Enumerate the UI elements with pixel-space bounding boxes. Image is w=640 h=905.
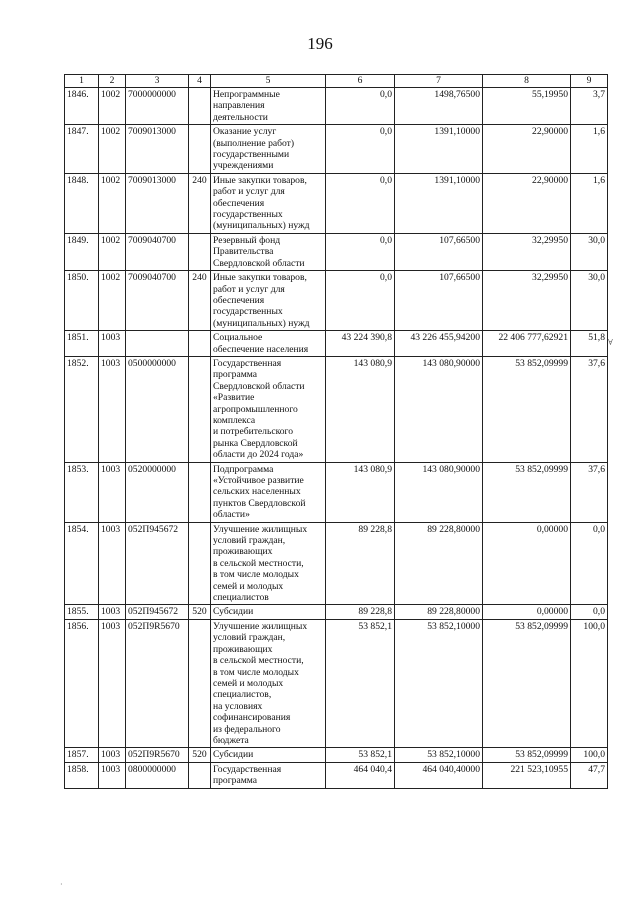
cell-row-number: 1858. bbox=[65, 762, 99, 788]
cell-expense-type bbox=[189, 762, 211, 788]
cell-percent: 1,6 bbox=[571, 173, 608, 233]
cell-target-code: 7009040700 bbox=[126, 233, 189, 270]
cell-executed-amount: 221 523,10955 bbox=[483, 762, 571, 788]
cell-name: Субсидии bbox=[211, 748, 326, 762]
cell-section-code: 1002 bbox=[99, 271, 126, 331]
table-row bbox=[65, 271, 608, 331]
cell-planned-amount: 107,66500 bbox=[395, 271, 483, 331]
cell-approved-amount: 53 852,1 bbox=[326, 619, 395, 747]
header-cell-6: 6 bbox=[326, 75, 395, 88]
table-row bbox=[65, 173, 608, 233]
cell-section-code: 1002 bbox=[99, 125, 126, 174]
cell-row-number: 1852. bbox=[65, 356, 99, 462]
cell-executed-amount: 0,00000 bbox=[483, 522, 571, 605]
header-cell-2: 2 bbox=[99, 75, 126, 88]
cell-percent: 37,6 bbox=[571, 462, 608, 522]
cell-name: Иные закупки товаров, работ и услуг для обеспечения государственных (муниципальных) нужд bbox=[211, 173, 326, 233]
cell-percent: 3,7 bbox=[571, 88, 608, 125]
cell-executed-amount: 32,29950 bbox=[483, 233, 571, 270]
cell-row-number: 1853. bbox=[65, 462, 99, 522]
cell-section-code: 1003 bbox=[99, 605, 126, 619]
cell-target-code: 7009013000 bbox=[126, 125, 189, 174]
cell-target-code: 7000000000 bbox=[126, 88, 189, 125]
cell-executed-amount: 53 852,09999 bbox=[483, 748, 571, 762]
cell-approved-amount: 0,0 bbox=[326, 88, 395, 125]
margin-mark: ∀ bbox=[608, 338, 613, 347]
table-row bbox=[65, 88, 608, 125]
cell-percent: 47,7 bbox=[571, 762, 608, 788]
cell-planned-amount: 464 040,40000 bbox=[395, 762, 483, 788]
cell-target-code: 052П9R5670 bbox=[126, 619, 189, 747]
cell-row-number: 1856. bbox=[65, 619, 99, 747]
cell-planned-amount: 1391,10000 bbox=[395, 173, 483, 233]
cell-target-code: 0520000000 bbox=[126, 462, 189, 522]
cell-name: Государственная программа Свердловской области «Развитие агропромышленного комплекса и потребительского рынка Свердловской области до 2024 года» bbox=[211, 356, 326, 462]
cell-target-code: 052П945672 bbox=[126, 605, 189, 619]
table-row bbox=[65, 125, 608, 174]
cell-target-code bbox=[126, 331, 189, 357]
cell-percent: 0,0 bbox=[571, 605, 608, 619]
cell-planned-amount: 53 852,10000 bbox=[395, 619, 483, 747]
cell-approved-amount: 0,0 bbox=[326, 233, 395, 270]
cell-row-number: 1855. bbox=[65, 605, 99, 619]
cell-section-code: 1003 bbox=[99, 331, 126, 357]
table-row bbox=[65, 356, 608, 462]
cell-percent: 51,8 bbox=[571, 331, 608, 357]
cell-percent: 30,0 bbox=[571, 233, 608, 270]
cell-executed-amount: 53 852,09999 bbox=[483, 356, 571, 462]
cell-expense-type: 520 bbox=[189, 748, 211, 762]
cell-approved-amount: 464 040,4 bbox=[326, 762, 395, 788]
cell-name: Оказание услуг (выполнение работ) государственными учреждениями bbox=[211, 125, 326, 174]
cell-planned-amount: 107,66500 bbox=[395, 233, 483, 270]
header-cell-4: 4 bbox=[189, 75, 211, 88]
cell-expense-type bbox=[189, 356, 211, 462]
cell-executed-amount: 53 852,09999 bbox=[483, 619, 571, 747]
cell-target-code: 7009013000 bbox=[126, 173, 189, 233]
cell-planned-amount: 43 226 455,94200 bbox=[395, 331, 483, 357]
cell-row-number: 1854. bbox=[65, 522, 99, 605]
cell-target-code: 0800000000 bbox=[126, 762, 189, 788]
cell-planned-amount: 89 228,80000 bbox=[395, 522, 483, 605]
cell-section-code: 1003 bbox=[99, 762, 126, 788]
budget-table bbox=[64, 74, 608, 789]
cell-percent: 100,0 bbox=[571, 619, 608, 747]
cell-executed-amount: 32,29950 bbox=[483, 271, 571, 331]
cell-row-number: 1850. bbox=[65, 271, 99, 331]
cell-name: Непрограммные направления деятельности bbox=[211, 88, 326, 125]
cell-planned-amount: 89 228,80000 bbox=[395, 605, 483, 619]
cell-section-code: 1003 bbox=[99, 522, 126, 605]
cell-executed-amount: 22,90000 bbox=[483, 125, 571, 174]
cell-name: Социальное обеспечение населения bbox=[211, 331, 326, 357]
cell-expense-type bbox=[189, 522, 211, 605]
cell-name: Улучшение жилищных условий граждан, проживающих в сельской местности, в том числе молодых семей и молодых специалистов bbox=[211, 522, 326, 605]
cell-percent: 100,0 bbox=[571, 748, 608, 762]
cell-row-number: 1851. bbox=[65, 331, 99, 357]
header-cell-8: 8 bbox=[483, 75, 571, 88]
cell-expense-type: 240 bbox=[189, 173, 211, 233]
cell-approved-amount: 53 852,1 bbox=[326, 748, 395, 762]
table-row bbox=[65, 748, 608, 762]
cell-approved-amount: 143 080,9 bbox=[326, 356, 395, 462]
cell-target-code: 052П945672 bbox=[126, 522, 189, 605]
table-row bbox=[65, 522, 608, 605]
header-cell-7: 7 bbox=[395, 75, 483, 88]
cell-percent: 0,0 bbox=[571, 522, 608, 605]
page-number: 196 bbox=[307, 34, 333, 53]
header-cell-9: 9 bbox=[571, 75, 608, 88]
cell-executed-amount: 22,90000 bbox=[483, 173, 571, 233]
cell-section-code: 1003 bbox=[99, 619, 126, 747]
cell-planned-amount: 1391,10000 bbox=[395, 125, 483, 174]
cell-expense-type: 520 bbox=[189, 605, 211, 619]
cell-section-code: 1002 bbox=[99, 88, 126, 125]
cell-expense-type bbox=[189, 233, 211, 270]
cell-approved-amount: 0,0 bbox=[326, 173, 395, 233]
table-row bbox=[65, 619, 608, 747]
cell-approved-amount: 89 228,8 bbox=[326, 605, 395, 619]
cell-executed-amount: 53 852,09999 bbox=[483, 462, 571, 522]
cell-percent: 37,6 bbox=[571, 356, 608, 462]
table-row bbox=[65, 331, 608, 357]
header-cell-3: 3 bbox=[126, 75, 189, 88]
cell-row-number: 1848. bbox=[65, 173, 99, 233]
table-row bbox=[65, 762, 608, 788]
table-row bbox=[65, 605, 608, 619]
header-row bbox=[65, 75, 608, 88]
cell-name: Улучшение жилищных условий граждан, проживающих в сельской местности, в том числе молодых семей и молодых специалистов, на условиях софинансирования из федерального бюджета bbox=[211, 619, 326, 747]
table-row bbox=[65, 233, 608, 270]
cell-name: Иные закупки товаров, работ и услуг для обеспечения государственных (муниципальных) нужд bbox=[211, 271, 326, 331]
cell-section-code: 1003 bbox=[99, 748, 126, 762]
cell-target-code: 052П9R5670 bbox=[126, 748, 189, 762]
cell-section-code: 1003 bbox=[99, 462, 126, 522]
cell-name: Субсидии bbox=[211, 605, 326, 619]
cell-percent: 30,0 bbox=[571, 271, 608, 331]
cell-executed-amount: 55,19950 bbox=[483, 88, 571, 125]
cell-planned-amount: 1498,76500 bbox=[395, 88, 483, 125]
cell-planned-amount: 143 080,90000 bbox=[395, 462, 483, 522]
cell-row-number: 1857. bbox=[65, 748, 99, 762]
margin-mark: · bbox=[60, 880, 63, 889]
cell-target-code: 7009040700 bbox=[126, 271, 189, 331]
cell-target-code: 0500000000 bbox=[126, 356, 189, 462]
cell-expense-type bbox=[189, 88, 211, 125]
cell-name: Государственная программа bbox=[211, 762, 326, 788]
cell-planned-amount: 143 080,90000 bbox=[395, 356, 483, 462]
cell-section-code: 1002 bbox=[99, 233, 126, 270]
cell-row-number: 1849. bbox=[65, 233, 99, 270]
cell-row-number: 1846. bbox=[65, 88, 99, 125]
cell-row-number: 1847. bbox=[65, 125, 99, 174]
cell-expense-type: 240 bbox=[189, 271, 211, 331]
cell-expense-type bbox=[189, 331, 211, 357]
table-row bbox=[65, 462, 608, 522]
cell-planned-amount: 53 852,10000 bbox=[395, 748, 483, 762]
cell-expense-type bbox=[189, 619, 211, 747]
cell-expense-type bbox=[189, 462, 211, 522]
cell-approved-amount: 89 228,8 bbox=[326, 522, 395, 605]
cell-percent: 1,6 bbox=[571, 125, 608, 174]
cell-executed-amount: 22 406 777,62921 bbox=[483, 331, 571, 357]
cell-approved-amount: 0,0 bbox=[326, 125, 395, 174]
cell-approved-amount: 0,0 bbox=[326, 271, 395, 331]
cell-name: Резервный фонд Правительства Свердловской области bbox=[211, 233, 326, 270]
cell-section-code: 1003 bbox=[99, 356, 126, 462]
cell-name: Подпрограмма «Устойчивое развитие сельских населенных пунктов Свердловской области» bbox=[211, 462, 326, 522]
cell-expense-type bbox=[189, 125, 211, 174]
cell-approved-amount: 43 224 390,8 bbox=[326, 331, 395, 357]
cell-section-code: 1002 bbox=[99, 173, 126, 233]
cell-executed-amount: 0,00000 bbox=[483, 605, 571, 619]
header-cell-5: 5 bbox=[211, 75, 326, 88]
header-cell-1: 1 bbox=[65, 75, 99, 88]
cell-approved-amount: 143 080,9 bbox=[326, 462, 395, 522]
